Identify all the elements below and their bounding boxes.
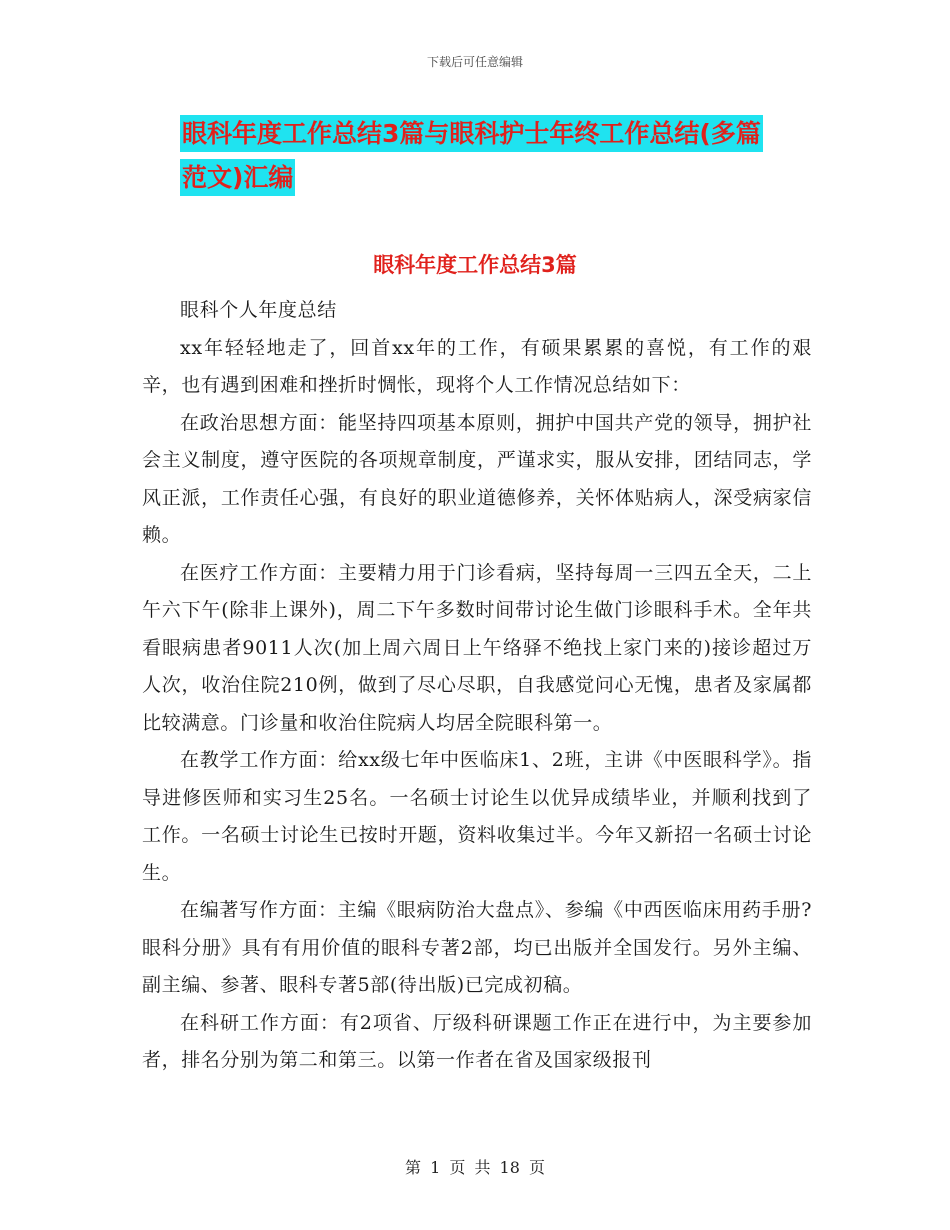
title-line-1: 眼科年度工作总结3篇与眼科护士年终工作总结(多篇 [180,115,763,152]
header-note: 下载后可任意编辑 [426,55,523,69]
title-line-2: 范文)汇编 [180,159,295,196]
body-text [142,292,812,1080]
document-title [180,112,820,200]
paragraph: xx年轻轻地走了，回首xx年的工作，有硕果累累的喜悦，有工作的艰辛，也有遇到困难和挫折时惆怅，现将个人工作情况总结如下： [142,336,812,396]
section-title: 眼科年度工作总结3篇 [373,253,577,277]
paragraph: 在教学工作方面：给xx级七年中医临床1、2班，主讲《中医眼科学》。指导进修医师和实习生25名。一名硕士讨论生以优异成绩毕业，并顺利找到了工作。一名硕士讨论生已按时开题，资料收集过半。今年又新招一名硕士讨论生。 [142,749,812,884]
paragraph: 在政治思想方面：能坚持四项基本原则，拥护中国共产党的领导，拥护社会主义制度，遵守医院的各项规章制度，严谨求实，服从安排，团结同志，学风正派，工作责任心强，有良好的职业道德修养，关怀体贴病人，深受病家信赖。 [142,411,812,546]
paragraph: 在医疗工作方面：主要精力用于门诊看病，坚持每周一三四五全天，二上午六下午(除非上课外)，周二下午多数时间带讨论生做门诊眼科手术。全年共看眼病患者9011人次(加上周六周日上午络驿不绝找上家门来的)接诊超过万人次，收治住院210例，做到了尽心尽职，自我感觉问心无愧，患者及家属都比较满意。门诊量和收治住院病人均居全院眼科第一。 [142,561,812,734]
page-footer: 第 1 页 共 18 页 [405,1158,545,1177]
paragraph: 在科研工作方面：有2项省、厅级科研课题工作正在进行中，为主要参加者，排名分别为第二和第三。以第一作者在省及国家级报刊 [142,1011,812,1071]
paragraph: 眼科个人年度总结 [180,299,337,321]
paragraph: 在编著写作方面：主编《眼病防治大盘点》、参编《中西医临床用药手册?眼科分册》具有有用价值的眼科专著2部，均已出版并全国发行。另外主编、副主编、参著、眼科专著5部(待出版)已完成初稿。 [142,899,812,996]
